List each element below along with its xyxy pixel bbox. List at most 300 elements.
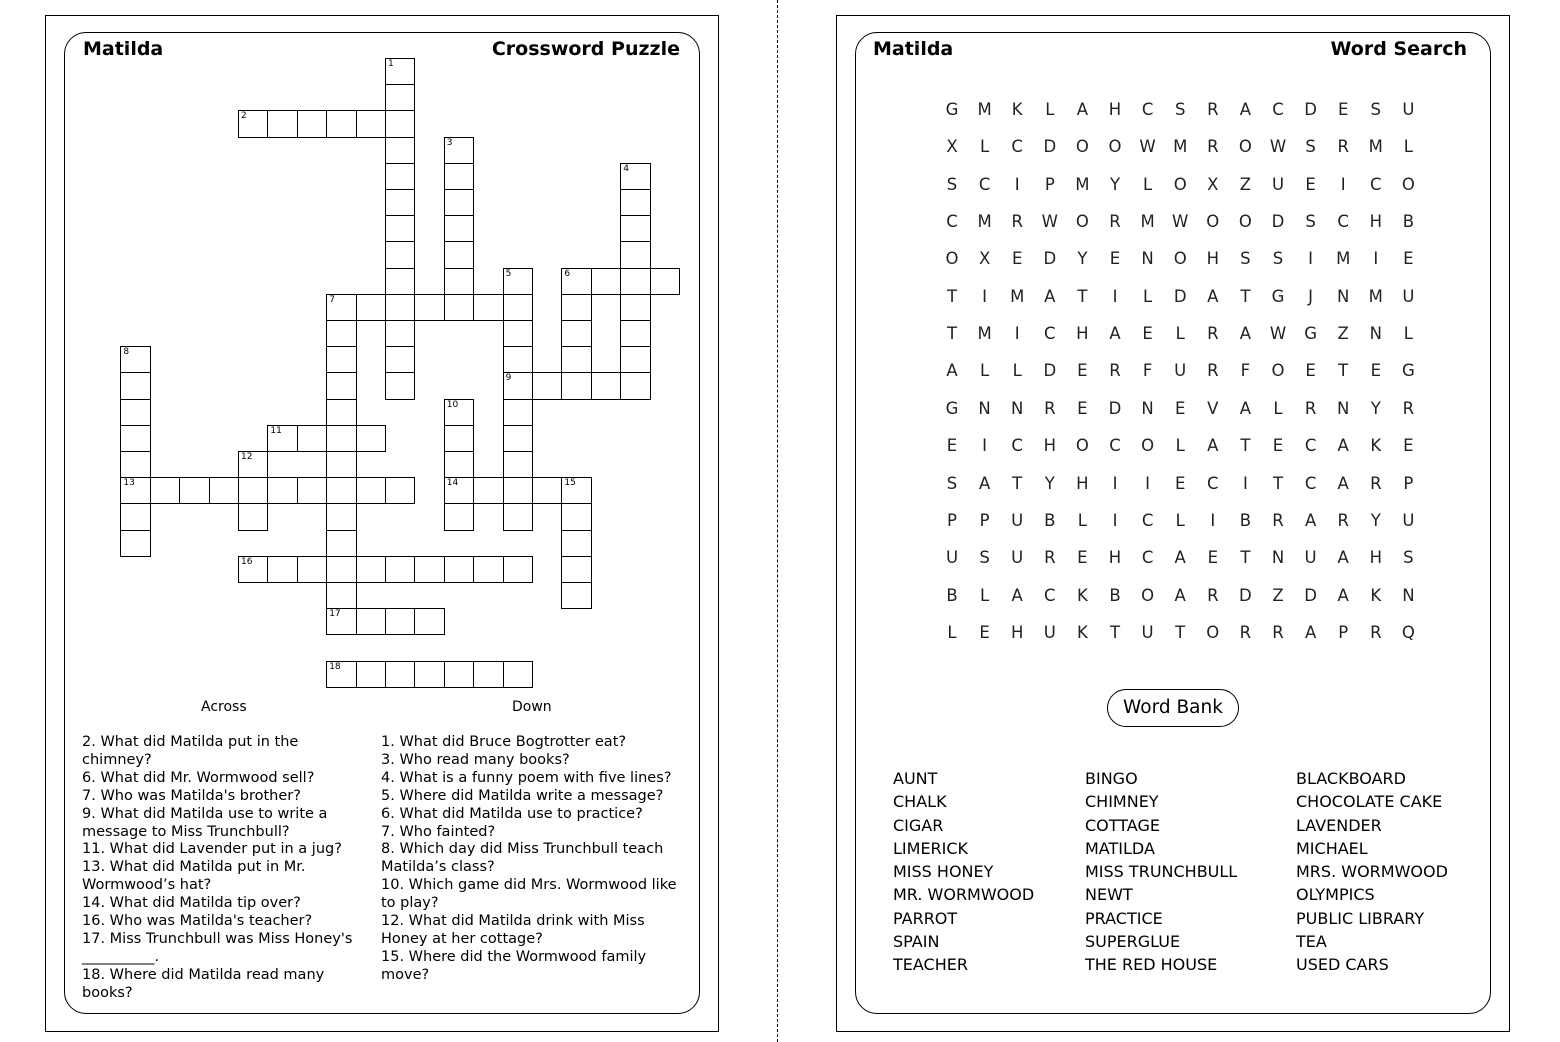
word-search-letter[interactable]: A — [1011, 585, 1023, 605]
word-search-letter[interactable]: R — [1109, 361, 1121, 381]
crossword-cell[interactable] — [297, 477, 327, 504]
word-search-letter[interactable]: R — [1044, 548, 1056, 568]
word-search-letter[interactable]: C — [978, 174, 991, 194]
crossword-cell[interactable] — [326, 372, 356, 399]
word-search-letter[interactable]: Z — [1337, 324, 1349, 344]
crossword-cell[interactable] — [326, 477, 356, 504]
word-search-letter[interactable]: P — [1044, 174, 1055, 194]
crossword-cell[interactable] — [120, 530, 150, 557]
word-search-letter[interactable]: C — [1304, 473, 1317, 493]
word-search-letter[interactable]: N — [1141, 398, 1154, 418]
word-search-letter[interactable]: O — [1075, 436, 1089, 456]
word-search-letter[interactable]: M — [1010, 286, 1025, 306]
word-search-letter[interactable]: R — [1402, 398, 1415, 418]
word-search-letter[interactable]: O — [1173, 174, 1187, 194]
word-search-letter[interactable]: T — [1240, 286, 1251, 306]
word-search-letter[interactable]: W — [1269, 324, 1287, 344]
word-search-letter[interactable]: R — [1337, 510, 1349, 530]
word-search-letter[interactable]: P — [979, 510, 990, 530]
word-search-letter[interactable]: A — [1337, 548, 1349, 568]
word-search-letter[interactable]: D — [1304, 100, 1317, 119]
crossword-cell[interactable] — [385, 84, 415, 111]
word-search-letter[interactable]: X — [1207, 174, 1219, 194]
crossword-cell[interactable] — [326, 346, 356, 373]
crossword-cell[interactable] — [326, 661, 356, 688]
word-search-letter[interactable]: H — [1206, 249, 1219, 269]
word-search-letter[interactable]: C — [1304, 436, 1317, 456]
word-search-letter[interactable]: H — [1043, 436, 1056, 456]
word-search-letter[interactable]: E — [1077, 398, 1088, 418]
crossword-cell[interactable] — [561, 477, 591, 504]
word-search-letter[interactable]: K — [1076, 622, 1088, 642]
word-search-letter[interactable]: A — [1239, 398, 1252, 418]
crossword-cell[interactable] — [561, 503, 591, 530]
crossword-cell[interactable] — [238, 477, 268, 504]
word-search-letter[interactable]: E — [1077, 361, 1088, 381]
crossword-cell[interactable] — [385, 661, 415, 688]
crossword-cell[interactable] — [414, 608, 444, 635]
word-search-letter[interactable]: A — [1304, 510, 1317, 530]
crossword-cell[interactable] — [414, 294, 444, 321]
crossword-cell[interactable] — [561, 294, 591, 321]
word-search-letter[interactable]: E — [1077, 548, 1088, 568]
word-search-letter[interactable]: Y — [1044, 473, 1055, 493]
word-search-letter[interactable]: X — [978, 249, 991, 269]
word-search-letter[interactable]: E — [1174, 398, 1186, 418]
word-search-letter[interactable]: E — [1305, 174, 1316, 194]
word-search-letter[interactable]: T — [1272, 473, 1284, 493]
word-search-letter[interactable]: U — [1011, 548, 1024, 568]
word-search-letter[interactable]: L — [1142, 174, 1153, 194]
word-search-letter[interactable]: S — [1370, 100, 1382, 119]
word-search-letter[interactable]: S — [946, 174, 958, 194]
crossword-cell[interactable] — [267, 556, 297, 583]
word-search-letter[interactable]: Z — [1239, 174, 1252, 194]
word-search-letter[interactable]: L — [1403, 324, 1413, 344]
crossword-cell[interactable] — [620, 294, 650, 321]
word-search-letter[interactable]: A — [1044, 286, 1056, 306]
word-search-letter[interactable]: K — [1370, 436, 1382, 456]
crossword-cell[interactable] — [120, 425, 150, 452]
word-search-letter[interactable]: L — [1175, 510, 1185, 530]
word-search-letter[interactable]: L — [1142, 286, 1153, 306]
word-search-letter[interactable]: M — [977, 324, 992, 344]
word-search-letter[interactable]: R — [1370, 622, 1382, 642]
word-search-letter[interactable]: S — [1305, 212, 1316, 232]
crossword-cell[interactable] — [385, 189, 415, 216]
crossword-cell[interactable] — [209, 477, 239, 504]
crossword-cell[interactable] — [238, 503, 268, 530]
word-search-letter[interactable]: D — [1304, 585, 1317, 605]
crossword-cell[interactable] — [444, 425, 474, 452]
word-search-letter[interactable]: J — [1308, 286, 1314, 306]
word-search-letter[interactable]: C — [946, 212, 958, 232]
crossword-cell[interactable] — [326, 582, 356, 609]
word-search-letter[interactable]: E — [1305, 361, 1316, 381]
word-search-letter[interactable]: M — [1368, 137, 1383, 157]
crossword-cell[interactable] — [326, 425, 356, 452]
word-search-letter[interactable]: U — [1402, 286, 1415, 306]
word-search-letter[interactable]: N — [1011, 398, 1024, 418]
crossword-cell[interactable] — [238, 556, 268, 583]
crossword-cell[interactable] — [473, 661, 503, 688]
word-search-letter[interactable]: C — [1109, 436, 1121, 456]
word-search-letter[interactable]: K — [1076, 585, 1088, 605]
word-search-letter[interactable]: D — [1043, 249, 1057, 269]
crossword-cell[interactable] — [356, 556, 386, 583]
crossword-cell[interactable] — [385, 608, 415, 635]
crossword-cell[interactable] — [267, 110, 297, 137]
crossword-cell[interactable] — [326, 294, 356, 321]
word-search-letter[interactable]: A — [1207, 286, 1219, 306]
crossword-cell[interactable] — [473, 556, 503, 583]
crossword-cell[interactable] — [326, 608, 356, 635]
word-search-letter[interactable]: M — [1140, 212, 1155, 232]
word-search-letter[interactable]: T — [1175, 622, 1186, 642]
crossword-cell[interactable] — [326, 451, 356, 478]
crossword-cell[interactable] — [356, 425, 386, 452]
word-search-letter[interactable]: K — [1370, 585, 1382, 605]
word-search-letter[interactable]: D — [1239, 585, 1252, 605]
crossword-cell[interactable] — [444, 451, 474, 478]
word-search-letter[interactable]: L — [979, 361, 990, 381]
crossword-cell[interactable] — [326, 399, 356, 426]
word-search-letter[interactable]: N — [1141, 249, 1154, 269]
word-search-letter[interactable]: P — [947, 510, 957, 530]
word-search-letter[interactable]: R — [1370, 473, 1382, 493]
word-search-letter[interactable]: E — [946, 436, 958, 456]
crossword-cell[interactable] — [385, 556, 415, 583]
word-search-letter[interactable]: I — [1242, 473, 1248, 493]
crossword-cell[interactable] — [297, 425, 327, 452]
crossword-cell[interactable] — [385, 294, 415, 321]
word-search-letter[interactable]: O — [1271, 361, 1285, 381]
word-search-letter[interactable]: A — [1239, 100, 1252, 119]
crossword-cell[interactable] — [620, 268, 650, 295]
crossword-cell[interactable] — [444, 189, 474, 216]
word-search-letter[interactable]: O — [1173, 249, 1187, 269]
word-search-letter[interactable]: S — [1272, 249, 1284, 269]
word-search-letter[interactable]: M — [977, 100, 992, 119]
word-search-letter[interactable]: G — [945, 398, 959, 418]
word-search-letter[interactable]: B — [1044, 510, 1056, 530]
word-search-letter[interactable]: H — [1369, 548, 1382, 568]
crossword-cell[interactable] — [120, 372, 150, 399]
crossword-cell[interactable] — [591, 268, 621, 295]
word-search-letter[interactable]: R — [1337, 137, 1349, 157]
crossword-cell[interactable] — [444, 477, 474, 504]
word-search-letter[interactable]: L — [947, 622, 957, 642]
word-search-letter[interactable]: I — [1112, 286, 1118, 306]
word-search-letter[interactable]: U — [1174, 361, 1187, 381]
crossword-cell[interactable] — [503, 451, 533, 478]
word-search-letter[interactable]: E — [979, 622, 990, 642]
word-search-letter[interactable]: R — [1207, 100, 1219, 119]
word-search-letter[interactable]: N — [1402, 585, 1415, 605]
word-search-letter[interactable]: P — [1403, 473, 1414, 493]
crossword-cell[interactable] — [444, 399, 474, 426]
word-search-letter[interactable]: L — [1273, 398, 1283, 418]
crossword-cell[interactable] — [503, 399, 533, 426]
word-search-letter[interactable]: O — [1141, 436, 1155, 456]
word-search-letter[interactable]: V — [1207, 398, 1219, 418]
crossword-cell[interactable] — [503, 661, 533, 688]
word-search-letter[interactable]: H — [1369, 212, 1382, 232]
word-search-letter[interactable]: I — [1014, 174, 1020, 194]
crossword-cell[interactable] — [267, 477, 297, 504]
word-search-letter[interactable]: U — [1304, 548, 1317, 568]
crossword-cell[interactable] — [620, 320, 650, 347]
word-search-letter[interactable]: A — [978, 473, 991, 493]
word-search-letter[interactable]: N — [1271, 548, 1285, 568]
word-search-letter[interactable]: S — [1240, 249, 1251, 269]
word-search-letter[interactable]: C — [1337, 212, 1349, 232]
word-search-letter[interactable]: F — [1240, 361, 1251, 381]
crossword-cell[interactable] — [120, 451, 150, 478]
word-search-letter[interactable]: N — [1337, 398, 1350, 418]
word-search-letter[interactable]: A — [1174, 548, 1186, 568]
word-search-letter[interactable]: L — [1045, 100, 1055, 119]
crossword-cell[interactable] — [385, 137, 415, 164]
crossword-cell[interactable] — [620, 163, 650, 190]
word-search-letter[interactable]: I — [982, 286, 988, 306]
crossword-cell[interactable] — [385, 58, 415, 85]
crossword-cell[interactable] — [620, 241, 650, 268]
crossword-cell[interactable] — [238, 451, 268, 478]
word-search-letter[interactable]: L — [1012, 361, 1022, 381]
crossword-cell[interactable] — [356, 608, 386, 635]
word-search-letter[interactable]: I — [1014, 324, 1020, 344]
word-search-letter[interactable]: T — [1240, 548, 1251, 568]
crossword-cell[interactable] — [179, 477, 209, 504]
crossword-cell[interactable] — [385, 268, 415, 295]
word-search-letter[interactable]: D — [1173, 286, 1187, 306]
crossword-cell[interactable] — [120, 477, 150, 504]
crossword-cell[interactable] — [444, 215, 474, 242]
word-search-letter[interactable]: O — [1108, 137, 1122, 157]
word-search-letter[interactable]: S — [946, 473, 958, 493]
word-search-letter[interactable]: M — [1368, 286, 1383, 306]
word-search-letter[interactable]: G — [1401, 361, 1415, 381]
crossword-cell[interactable] — [414, 661, 444, 688]
crossword-cell[interactable] — [503, 268, 533, 295]
word-search-letter[interactable]: H — [1076, 324, 1089, 344]
crossword-cell[interactable] — [297, 556, 327, 583]
word-search-letter[interactable]: Q — [1401, 622, 1415, 642]
word-search-letter[interactable]: E — [1370, 361, 1382, 381]
crossword-cell[interactable] — [150, 477, 180, 504]
crossword-cell[interactable] — [326, 503, 356, 530]
word-search-letter[interactable]: B — [1239, 510, 1252, 530]
word-search-letter[interactable]: N — [1337, 286, 1350, 306]
crossword-cell[interactable] — [326, 556, 356, 583]
word-search-letter[interactable]: C — [1141, 510, 1154, 530]
word-search-letter[interactable]: L — [1175, 324, 1185, 344]
crossword-cell[interactable] — [385, 241, 415, 268]
word-search-letter[interactable]: D — [1043, 361, 1057, 381]
crossword-cell[interactable] — [444, 241, 474, 268]
word-search-letter[interactable]: T — [946, 324, 958, 344]
word-search-letter[interactable]: C — [1044, 324, 1056, 344]
word-search-letter[interactable]: T — [1338, 361, 1349, 381]
word-search-letter[interactable]: C — [1011, 436, 1023, 456]
word-search-letter[interactable]: H — [1076, 473, 1089, 493]
word-search-letter[interactable]: O — [1141, 585, 1155, 605]
crossword-cell[interactable] — [561, 556, 591, 583]
crossword-cell[interactable] — [444, 294, 474, 321]
crossword-cell[interactable] — [385, 163, 415, 190]
word-search-letter[interactable]: O — [1206, 212, 1220, 232]
word-search-letter[interactable]: I — [1308, 249, 1314, 269]
word-search-letter[interactable]: I — [982, 436, 988, 456]
word-search-letter[interactable]: A — [1337, 585, 1349, 605]
word-search-letter[interactable]: T — [1240, 436, 1251, 456]
word-search-letter[interactable]: A — [1239, 324, 1252, 344]
crossword-cell[interactable] — [620, 372, 650, 399]
word-search-letter[interactable]: A — [1304, 622, 1317, 642]
word-search-letter[interactable]: C — [1370, 174, 1382, 194]
word-search-letter[interactable]: H — [1010, 622, 1024, 642]
word-search-letter[interactable]: C — [1272, 100, 1284, 119]
word-search-letter[interactable]: Z — [1272, 585, 1284, 605]
word-search-letter[interactable]: E — [1207, 548, 1219, 568]
crossword-cell[interactable] — [385, 215, 415, 242]
word-search-letter[interactable]: A — [946, 361, 958, 381]
word-search-letter[interactable]: L — [1175, 436, 1185, 456]
word-search-letter[interactable]: Y — [1077, 249, 1088, 269]
crossword-cell[interactable] — [326, 320, 356, 347]
word-search-letter[interactable]: E — [1142, 324, 1153, 344]
crossword-cell[interactable] — [267, 425, 297, 452]
crossword-cell[interactable] — [561, 530, 591, 557]
crossword-cell[interactable] — [561, 582, 591, 609]
crossword-cell[interactable] — [385, 477, 415, 504]
word-search-letter[interactable]: W — [1269, 137, 1287, 157]
word-search-letter[interactable]: B — [946, 585, 958, 605]
word-search-letter[interactable]: U — [1011, 510, 1024, 530]
word-search-letter[interactable]: C — [1141, 548, 1154, 568]
word-search-letter[interactable]: G — [945, 100, 959, 119]
crossword-cell[interactable] — [561, 268, 591, 295]
word-search-letter[interactable]: M — [1336, 249, 1351, 269]
word-search-letter[interactable]: O — [1075, 212, 1089, 232]
word-search-letter[interactable]: A — [1337, 436, 1349, 456]
word-search-letter[interactable]: S — [979, 548, 990, 568]
word-search-letter[interactable]: C — [1044, 585, 1056, 605]
crossword-cell[interactable] — [620, 215, 650, 242]
word-search-letter[interactable]: I — [1210, 510, 1216, 530]
word-search-letter[interactable]: A — [1207, 436, 1219, 456]
crossword-cell[interactable] — [385, 346, 415, 373]
crossword-cell[interactable] — [356, 661, 386, 688]
word-search-letter[interactable]: E — [1337, 100, 1349, 119]
crossword-cell[interactable] — [120, 346, 150, 373]
word-search-letter[interactable]: W — [1041, 212, 1058, 232]
word-search-letter[interactable]: I — [1145, 473, 1151, 493]
word-search-letter[interactable]: I — [1112, 510, 1118, 530]
crossword-cell[interactable] — [385, 320, 415, 347]
crossword-cell[interactable] — [503, 425, 533, 452]
crossword-cell[interactable] — [356, 294, 386, 321]
word-search-letter[interactable]: G — [1271, 286, 1285, 306]
word-search-letter[interactable]: D — [1043, 137, 1057, 157]
word-search-letter[interactable]: C — [1207, 473, 1219, 493]
word-search-letter[interactable]: I — [1340, 174, 1346, 194]
crossword-cell[interactable] — [120, 399, 150, 426]
word-search-letter[interactable]: W — [1172, 212, 1189, 232]
crossword-cell[interactable] — [444, 163, 474, 190]
word-search-letter[interactable]: S — [1403, 548, 1414, 568]
crossword-cell[interactable] — [326, 110, 356, 137]
word-search-letter[interactable]: T — [946, 286, 958, 306]
crossword-cell[interactable] — [473, 294, 503, 321]
crossword-cell[interactable] — [620, 346, 650, 373]
crossword-cell[interactable] — [356, 110, 386, 137]
crossword-cell[interactable] — [444, 661, 474, 688]
crossword-cell[interactable] — [503, 346, 533, 373]
word-search-letter[interactable]: R — [1207, 324, 1219, 344]
crossword-cell[interactable] — [414, 556, 444, 583]
crossword-cell[interactable] — [561, 346, 591, 373]
word-search-letter[interactable]: C — [1011, 137, 1023, 157]
word-search-letter[interactable]: O — [1206, 622, 1220, 642]
crossword-cell[interactable] — [356, 477, 386, 504]
word-search-letter[interactable]: O — [1238, 137, 1252, 157]
word-search-letter[interactable]: S — [1305, 137, 1316, 157]
word-search-letter[interactable]: I — [1112, 473, 1118, 493]
crossword-cell[interactable] — [326, 530, 356, 557]
word-search-letter[interactable]: R — [1011, 212, 1023, 232]
word-search-letter[interactable]: E — [1403, 249, 1414, 269]
word-search-letter[interactable]: H — [1108, 548, 1122, 568]
word-search-letter[interactable]: D — [1271, 212, 1285, 232]
word-search-letter[interactable]: O — [945, 249, 959, 269]
crossword-cell[interactable] — [503, 372, 533, 399]
word-search-letter[interactable]: M — [1173, 137, 1188, 157]
crossword-cell[interactable] — [650, 268, 680, 295]
word-search-letter[interactable]: K — [1011, 100, 1023, 119]
crossword-cell[interactable] — [503, 294, 533, 321]
crossword-cell[interactable] — [444, 503, 474, 530]
crossword-cell[interactable] — [238, 110, 268, 137]
word-search-letter[interactable]: R — [1304, 398, 1317, 418]
word-search-letter[interactable]: L — [979, 137, 990, 157]
word-search-letter[interactable]: Y — [1370, 398, 1381, 418]
word-search-letter[interactable]: R — [1272, 622, 1284, 642]
crossword-cell[interactable] — [561, 372, 591, 399]
word-search-letter[interactable]: R — [1207, 585, 1219, 605]
word-search-letter[interactable]: R — [1239, 622, 1252, 642]
word-search-letter[interactable]: A — [1174, 585, 1186, 605]
crossword-cell[interactable] — [385, 110, 415, 137]
word-search-letter[interactable]: O — [1075, 137, 1089, 157]
word-search-letter[interactable]: U — [1402, 510, 1415, 530]
word-search-letter[interactable]: M — [1075, 174, 1090, 194]
word-search-letter[interactable]: F — [1142, 361, 1153, 381]
word-search-letter[interactable]: N — [1369, 324, 1382, 344]
word-search-letter[interactable]: X — [946, 137, 958, 157]
word-search-letter[interactable]: M — [977, 212, 992, 232]
crossword-cell[interactable] — [532, 372, 562, 399]
word-search-letter[interactable]: H — [1108, 100, 1122, 119]
word-search-letter[interactable]: C — [1141, 100, 1154, 119]
crossword-cell[interactable] — [591, 372, 621, 399]
word-search-letter[interactable]: T — [1077, 286, 1088, 306]
word-search-letter[interactable]: W — [1139, 137, 1156, 157]
word-search-letter[interactable]: T — [1109, 622, 1121, 642]
word-search-letter[interactable]: U — [1271, 174, 1285, 194]
crossword-cell[interactable] — [444, 268, 474, 295]
